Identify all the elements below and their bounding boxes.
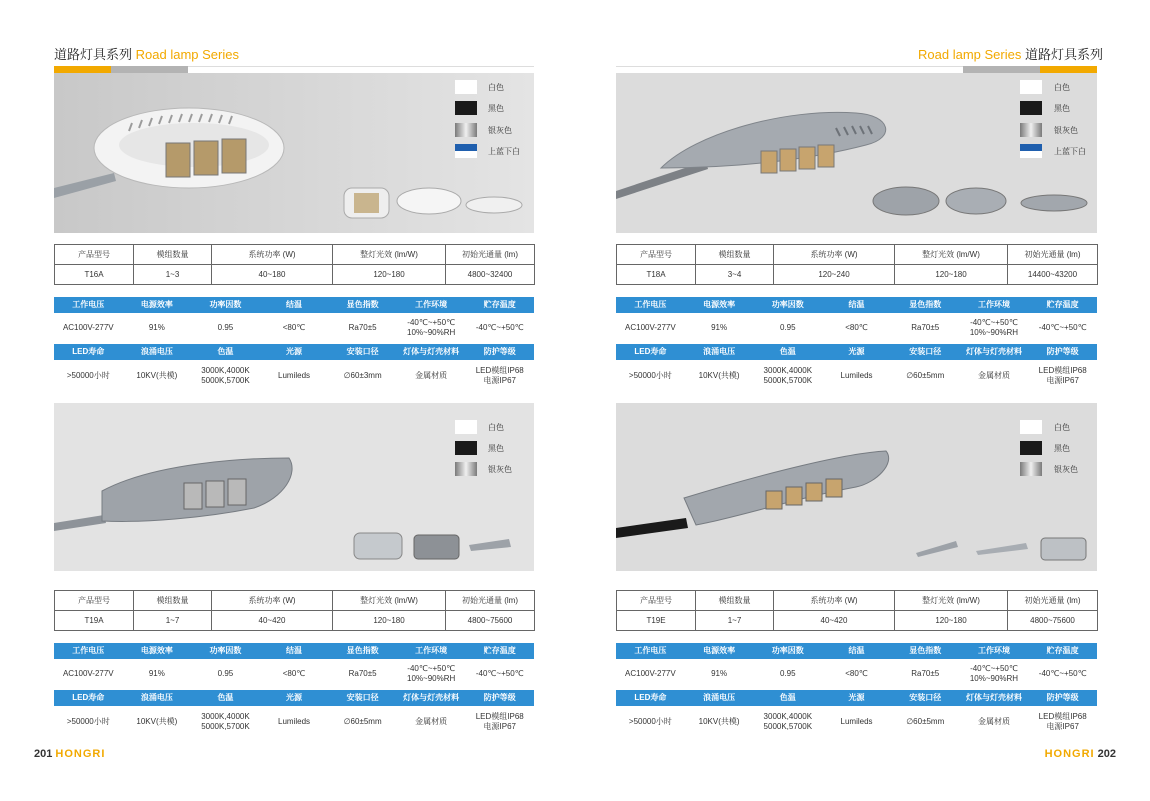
modules-cell: 1~7 <box>134 611 212 631</box>
flux-cell: 4800~32400 <box>446 265 535 285</box>
bar-label: 色温 <box>217 347 234 356</box>
bar-label: 光源 <box>286 693 303 702</box>
swatch-silver <box>455 462 477 476</box>
bar-label: 结温 <box>286 300 303 309</box>
color-label: 黑色 <box>1054 104 1070 113</box>
header-bar-left <box>54 66 188 73</box>
power-cell: 40~420 <box>212 611 333 631</box>
bar-label: 光源 <box>848 693 865 702</box>
value: 10KV(共模) <box>136 371 178 380</box>
bar-label: 灯体与灯壳材料 <box>965 347 1022 356</box>
table-header-cell: 系统功率 (W) <box>774 245 895 265</box>
page-number: 202 <box>1097 748 1116 760</box>
bar-label: 显色指数 <box>909 300 942 309</box>
value: <80℃ <box>845 323 868 332</box>
brand-name: HONGRI <box>1044 748 1095 760</box>
value: -40℃~+50℃ <box>475 669 524 678</box>
swatch-silver <box>1020 123 1042 137</box>
table-header-cell: 产品型号 <box>617 591 696 611</box>
bar-label: 防护等级 <box>1046 347 1079 356</box>
value: -40℃~+50℃ <box>1038 669 1087 678</box>
title-en: Road lamp Series <box>918 47 1022 62</box>
value: >50000小时 <box>66 371 110 380</box>
footer-left <box>34 748 105 760</box>
value: -40℃~+50℃ 10%~90%RH <box>407 664 456 683</box>
other-values <box>54 361 534 391</box>
model-cell: T19E <box>617 611 696 631</box>
bar-label: 光源 <box>286 347 303 356</box>
value: AC100V-277V <box>62 669 114 678</box>
value: 0.95 <box>217 323 234 332</box>
title-zh: 道路灯具系列 <box>54 47 133 62</box>
header-bar-right <box>963 66 1097 73</box>
table-header-row <box>617 245 1098 265</box>
table-header-cell: 初始光通量 (lm) <box>1008 591 1098 611</box>
table-header-cell: 产品型号 <box>55 245 134 265</box>
bar-label: 防护等级 <box>483 693 516 702</box>
power-cell: 40~180 <box>212 265 333 285</box>
table-header-cell: 整灯光效 (lm/W) <box>333 591 446 611</box>
color-label: 上蓝下白 <box>488 147 520 156</box>
bar-label: 防护等级 <box>1046 693 1079 702</box>
value: 金属材质 <box>415 717 448 726</box>
bar-label: 显色指数 <box>346 646 379 655</box>
table-header-row <box>55 245 535 265</box>
title-en: Road lamp Series <box>135 47 239 62</box>
bar-label: 功率因数 <box>209 646 242 655</box>
efficacy-cell: 120~180 <box>895 611 1008 631</box>
bar-label: 安装口径 <box>346 693 379 702</box>
swatch-blue-white <box>1020 144 1042 158</box>
bar-label: 工作电压 <box>72 300 105 309</box>
bar-label: LED寿命 <box>634 693 667 702</box>
value: Ra70±5 <box>911 669 940 678</box>
bar-label: 工作电压 <box>634 646 667 655</box>
value: 10KV(共模) <box>136 717 178 726</box>
bar-label: LED寿命 <box>634 347 667 356</box>
title-zh: 道路灯具系列 <box>1024 47 1103 62</box>
value: 91% <box>711 669 728 678</box>
model-cell: T16A <box>55 265 134 285</box>
color-label: 黑色 <box>488 444 504 453</box>
bar-label: 工作环境 <box>415 300 448 309</box>
table-header-cell: 系统功率 (W) <box>774 591 895 611</box>
bar-label: 电源效率 <box>140 300 173 309</box>
value: 10KV(共模) <box>698 371 740 380</box>
value: AC100V-277V <box>625 669 676 678</box>
electrical-header-bar <box>616 297 1097 313</box>
bar-label: 色温 <box>217 693 234 702</box>
bar-label: 浪涌电压 <box>140 693 173 702</box>
rule-gray <box>111 66 188 73</box>
bar-label: 结温 <box>848 300 865 309</box>
electrical-values <box>616 313 1097 343</box>
footer-right <box>1045 748 1116 760</box>
flux-cell: 4800~75600 <box>1008 611 1098 631</box>
spec-table-t18a <box>616 244 1098 285</box>
table-row <box>617 611 1098 631</box>
table-header-cell: 模组数量 <box>134 245 212 265</box>
page-number: 201 <box>34 748 53 760</box>
rule-accent <box>1040 66 1097 73</box>
value: 3000K,4000K 5000K,5700K <box>763 712 813 731</box>
value: 金属材质 <box>977 371 1010 380</box>
swatch-white <box>455 420 477 434</box>
bar-label: LED寿命 <box>72 693 105 702</box>
value: -40℃~+50℃ <box>1038 323 1087 332</box>
efficacy-cell: 120~180 <box>333 611 446 631</box>
bar-label: 贮存温度 <box>483 646 516 655</box>
rule-accent <box>54 66 111 73</box>
value: Lumileds <box>278 717 311 726</box>
bar-label: 结温 <box>848 646 865 655</box>
value: <80℃ <box>845 669 868 678</box>
value: 91% <box>711 323 728 332</box>
value: -40℃~+50℃ 10%~90%RH <box>969 664 1019 683</box>
table-header-cell: 产品型号 <box>55 591 134 611</box>
efficacy-cell: 120~180 <box>333 265 446 285</box>
bar-label: 灯体与灯壳材料 <box>965 693 1022 702</box>
value: -40℃~+50℃ 10%~90%RH <box>407 318 456 337</box>
bar-label: 光源 <box>848 347 865 356</box>
color-label: 白色 <box>488 83 504 92</box>
swatch-black <box>455 101 477 115</box>
table-header-cell: 系统功率 (W) <box>212 245 333 265</box>
bar-label: 显色指数 <box>346 300 379 309</box>
value: LED模组IP68 电源IP67 <box>1038 712 1087 731</box>
bar-label: 工作环境 <box>415 646 448 655</box>
table-header-cell: 模组数量 <box>134 591 212 611</box>
rule-gray <box>963 66 1040 73</box>
bar-label: 工作电压 <box>634 300 667 309</box>
spec-table-t16a <box>54 244 535 285</box>
value: 0.95 <box>780 323 796 332</box>
bar-label: 色温 <box>779 693 796 702</box>
swatch-black <box>1020 441 1042 455</box>
bar-label: 工作电压 <box>72 646 105 655</box>
electrical-header-bar <box>54 297 534 313</box>
modules-cell: 1~3 <box>134 265 212 285</box>
value: >50000小时 <box>628 371 672 380</box>
swatch-silver <box>1020 462 1042 476</box>
model-cell: T19A <box>55 611 134 631</box>
bar-label: 浪涌电压 <box>140 347 173 356</box>
value: 3000K,4000K 5000K,5700K <box>201 712 250 731</box>
swatch-blue-white <box>455 144 477 158</box>
table-header-cell: 初始光通量 (lm) <box>1008 245 1098 265</box>
power-cell: 40~420 <box>774 611 895 631</box>
model-cell: T18A <box>617 265 696 285</box>
table-header-cell: 系统功率 (W) <box>212 591 333 611</box>
table-row <box>617 265 1098 285</box>
bar-label: 电源效率 <box>703 646 736 655</box>
bar-label: 安装口径 <box>909 693 942 702</box>
swatch-black <box>455 441 477 455</box>
color-label: 银灰色 <box>488 126 512 135</box>
value: 0.95 <box>780 669 796 678</box>
color-label: 白色 <box>488 423 504 432</box>
bar-label: 功率因数 <box>771 646 804 655</box>
table-header-cell: 初始光通量 (lm) <box>446 245 535 265</box>
value: 91% <box>148 323 165 332</box>
spec-table-t19a <box>54 590 535 631</box>
spec-table-t19e <box>616 590 1098 631</box>
table-row <box>55 265 535 285</box>
efficacy-cell: 120~180 <box>895 265 1008 285</box>
modules-cell: 3~4 <box>696 265 774 285</box>
swatch-white <box>1020 80 1042 94</box>
flux-cell: 4800~75600 <box>446 611 535 631</box>
bar-label: 显色指数 <box>909 646 942 655</box>
other-header-bar <box>54 690 534 706</box>
other-values <box>54 707 534 737</box>
bar-label: 灯体与灯壳材料 <box>403 693 460 702</box>
swatch-silver <box>455 123 477 137</box>
bar-label: 功率因数 <box>771 300 804 309</box>
value: ∅60±3mm <box>343 371 382 380</box>
bar-label: 工作环境 <box>977 300 1010 309</box>
value: Lumileds <box>840 717 873 726</box>
value: ∅60±5mm <box>906 717 945 726</box>
bar-label: 结温 <box>286 646 303 655</box>
swatch-white <box>1020 420 1042 434</box>
color-label: 黑色 <box>1054 444 1070 453</box>
other-values <box>616 361 1097 391</box>
value: 10KV(共模) <box>698 717 740 726</box>
value: >50000小时 <box>66 717 110 726</box>
color-label: 上蓝下白 <box>1054 147 1086 156</box>
table-header-cell: 整灯光效 (lm/W) <box>895 245 1008 265</box>
flux-cell: 14400~43200 <box>1008 265 1098 285</box>
table-header-cell: 模组数量 <box>696 591 774 611</box>
bar-label: 浪涌电压 <box>703 693 736 702</box>
value: <80℃ <box>282 669 306 678</box>
swatch-white <box>455 80 477 94</box>
bar-label: 安装口径 <box>346 347 379 356</box>
value: Lumileds <box>840 371 873 380</box>
swatch-black <box>1020 101 1042 115</box>
value: LED模组IP68 电源IP67 <box>475 712 524 731</box>
page-title-left <box>54 44 239 63</box>
value: Ra70±5 <box>348 323 377 332</box>
value: 91% <box>148 669 165 678</box>
bar-label: 防护等级 <box>483 347 516 356</box>
table-header-row <box>617 591 1098 611</box>
value: 3000K,4000K 5000K,5700K <box>763 366 813 385</box>
value: AC100V-277V <box>62 323 114 332</box>
value: ∅60±5mm <box>343 717 382 726</box>
bar-label: LED寿命 <box>72 347 105 356</box>
value: 0.95 <box>217 669 234 678</box>
table-header-cell: 整灯光效 (lm/W) <box>895 591 1008 611</box>
bar-label: 浪涌电压 <box>703 347 736 356</box>
bar-label: 贮存温度 <box>1046 300 1079 309</box>
color-label: 银灰色 <box>488 465 512 474</box>
table-row <box>55 611 535 631</box>
table-header-cell: 产品型号 <box>617 245 696 265</box>
value: Ra70±5 <box>348 669 377 678</box>
value: >50000小时 <box>628 717 672 726</box>
bar-label: 灯体与灯壳材料 <box>403 347 460 356</box>
bar-label: 安装口径 <box>909 347 942 356</box>
value: Ra70±5 <box>911 323 940 332</box>
table-header-cell: 初始光通量 (lm) <box>446 591 535 611</box>
table-header-cell: 整灯光效 (lm/W) <box>333 245 446 265</box>
color-label: 白色 <box>1054 423 1070 432</box>
page-title-right <box>918 44 1103 63</box>
color-label: 黑色 <box>488 104 504 113</box>
color-label: 白色 <box>1054 83 1070 92</box>
other-values <box>616 707 1097 737</box>
bar-label: 贮存温度 <box>483 300 516 309</box>
value: ∅60±5mm <box>906 371 945 380</box>
table-header-row <box>55 591 535 611</box>
electrical-values <box>54 313 534 343</box>
bar-label: 色温 <box>779 347 796 356</box>
bar-label: 电源效率 <box>703 300 736 309</box>
value: 金属材质 <box>415 371 448 380</box>
other-header-bar <box>54 344 534 360</box>
brand-name: HONGRI <box>55 748 106 760</box>
value: LED模组IP68 电源IP67 <box>1038 366 1087 385</box>
electrical-values <box>616 659 1097 689</box>
electrical-values <box>54 659 534 689</box>
bar-label: 贮存温度 <box>1046 646 1079 655</box>
color-label: 银灰色 <box>1054 465 1078 474</box>
value: LED模组IP68 电源IP67 <box>475 366 524 385</box>
color-label: 银灰色 <box>1054 126 1078 135</box>
value: -40℃~+50℃ <box>475 323 524 332</box>
other-header-bar <box>616 690 1097 706</box>
bar-label: 功率因数 <box>209 300 242 309</box>
bar-label: 电源效率 <box>140 646 173 655</box>
bar-label: 工作环境 <box>977 646 1010 655</box>
other-header-bar <box>616 344 1097 360</box>
table-header-cell: 模组数量 <box>696 245 774 265</box>
power-cell: 120~240 <box>774 265 895 285</box>
value: Lumileds <box>278 371 311 380</box>
value: -40℃~+50℃ 10%~90%RH <box>969 318 1019 337</box>
electrical-header-bar <box>616 643 1097 659</box>
electrical-header-bar <box>54 643 534 659</box>
value: AC100V-277V <box>625 323 676 332</box>
value: 3000K,4000K 5000K,5700K <box>201 366 250 385</box>
value: <80℃ <box>282 323 306 332</box>
value: 金属材质 <box>977 717 1010 726</box>
modules-cell: 1~7 <box>696 611 774 631</box>
